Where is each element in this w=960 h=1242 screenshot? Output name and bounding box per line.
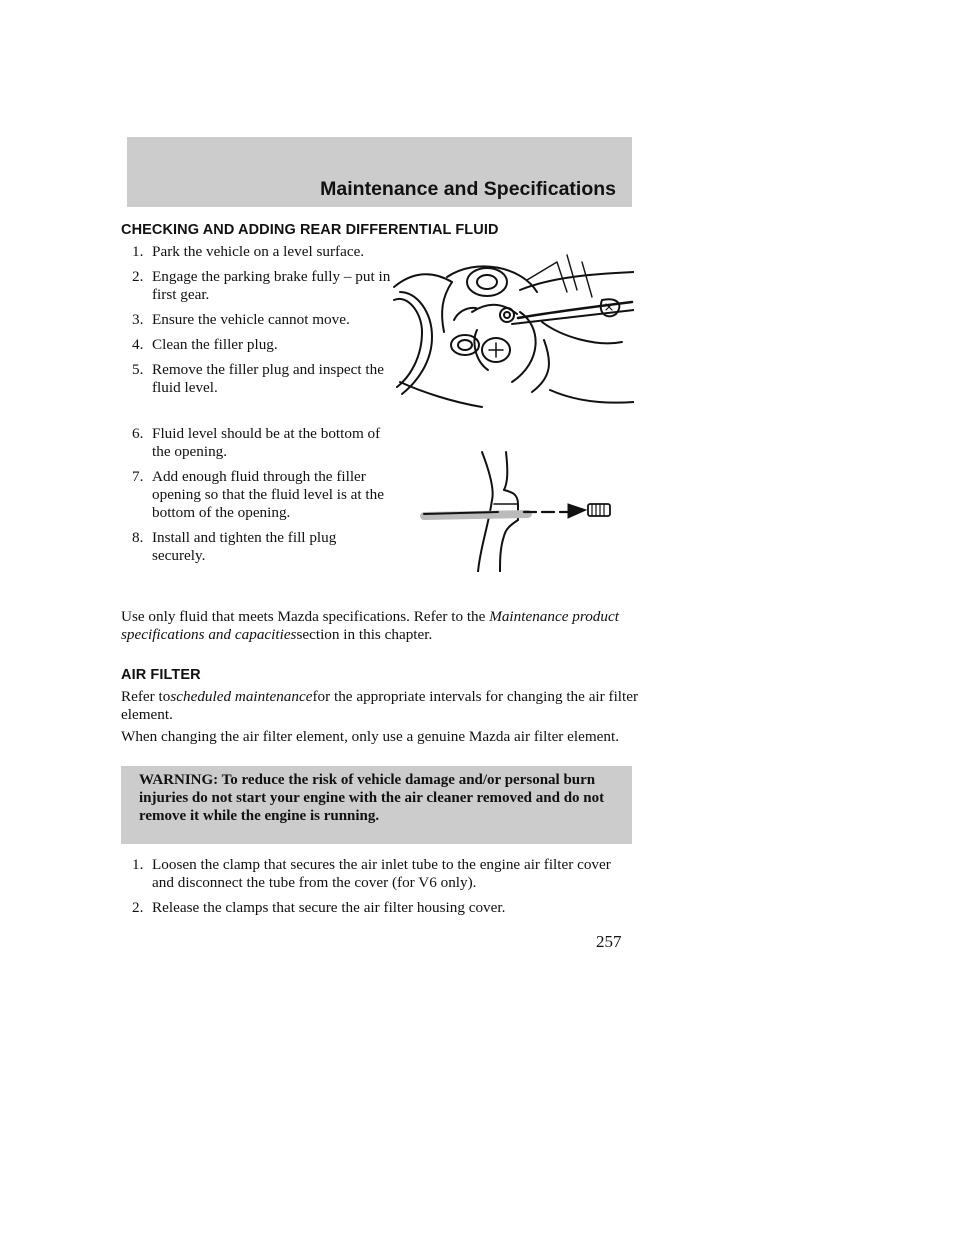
- section-heading-differential: CHECKING AND ADDING REAR DIFFERENTIAL FLUID: [121, 222, 499, 238]
- genuine-filter-paragraph: When changing the air filter element, only use a genuine Mazda air filter element.: [121, 728, 620, 745]
- section-heading-air-filter: AIR FILTER: [121, 667, 201, 683]
- page-header: [127, 137, 632, 207]
- list-item: 5. Remove the filler plug and inspect the fluid level.: [132, 361, 384, 396]
- differential-steps-b: [121, 425, 391, 572]
- list-item: 3. Ensure the vehicle cannot move.: [132, 311, 350, 328]
- list-item: 2. Release the clamps that secure the air filter housing cover.: [132, 899, 506, 916]
- warning-text: WARNING: To reduce the risk of vehicle damage and/or personal burn injuries do not start your engine with the air cleaner removed and do not remove it while the engine is running.: [139, 772, 605, 824]
- fill-plug-level-illustration: [408, 448, 616, 572]
- list-item: 1. Loosen the clamp that secures the air inlet tube to the engine air filter cover and disconnect the tube from the cover (for V6 only).: [132, 856, 611, 891]
- list-item: 8. Install and tighten the fill plug securely.: [132, 529, 337, 564]
- header-title: Maintenance and Specifications: [320, 178, 616, 200]
- differential-steps-a: [121, 243, 391, 404]
- differential-housing-illustration: [392, 252, 634, 410]
- list-item: 2. Engage the parking brake fully – put in first gear.: [132, 268, 391, 303]
- air-filter-steps: [121, 856, 631, 924]
- spec-section-reference: Maintenance product specifications and capacities: [121, 608, 619, 643]
- page-number: 257: [596, 932, 622, 951]
- air-filter-interval-paragraph: Refer toscheduled maintenancefor the appropriate intervals for changing the air filter element.: [121, 688, 639, 723]
- warning-box: [121, 766, 632, 844]
- list-item: 7. Add enough fluid through the filler opening so that the fluid level is at the bottom of the opening.: [132, 468, 384, 521]
- scheduled-maintenance-reference: scheduled maintenance: [170, 688, 313, 705]
- fluid-spec-note: Use only fluid that meets Mazda specifications. Refer to the Maintenance product specifications and capacitiessection in this chapter.: [121, 608, 619, 643]
- list-item: 4. Clean the filler plug.: [132, 336, 278, 353]
- list-item: 6. Fluid level should be at the bottom of the opening.: [132, 425, 381, 460]
- list-item: 1. Park the vehicle on a level surface.: [132, 243, 365, 260]
